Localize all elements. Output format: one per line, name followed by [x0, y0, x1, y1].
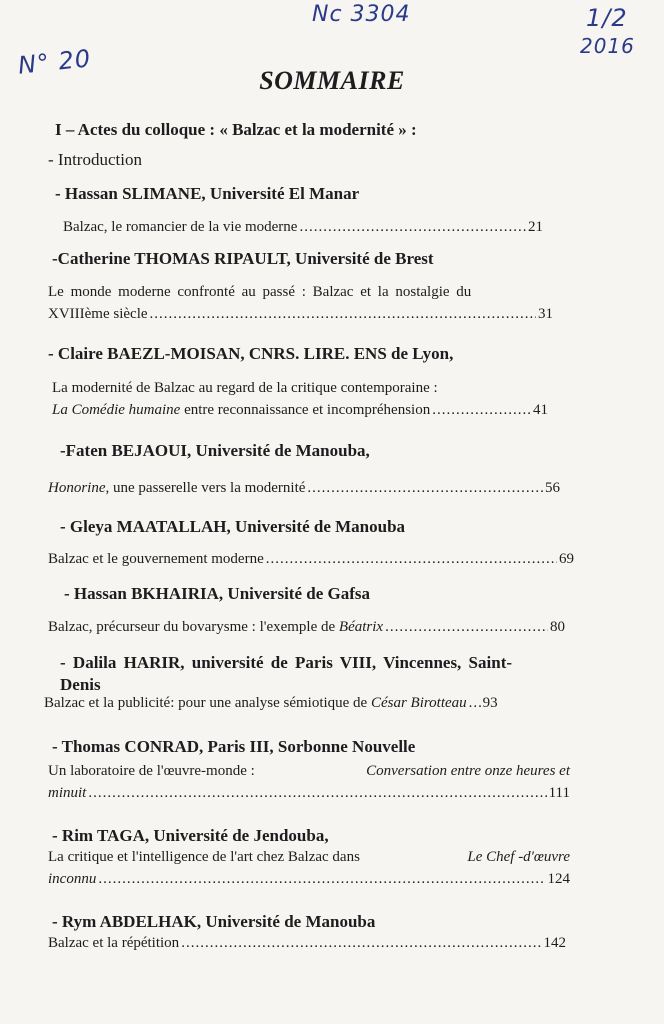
leader-dots — [432, 399, 531, 421]
toc-entry — [48, 846, 570, 890]
toc-entry-title: La critique et l'intelligence de l'art chez Balzac dans — [48, 849, 364, 865]
toc-author: - Hassan BKHAIRIA, Université de Gafsa — [64, 584, 371, 603]
toc-entry-work-title: Béatrix — [338, 619, 384, 635]
toc-author: - Thomas CONRAD, Paris III, Sorbonne Nouvelle — [52, 737, 416, 756]
toc-entry-title: Balzac et la publicité: pour une analyse sémiotique de — [44, 695, 371, 711]
toc-page-number: 93 — [482, 695, 498, 711]
toc-page-number: 31 — [538, 306, 553, 322]
toc-entry-title: Balzac, précurseur du bovarysme : l'exemple de — [48, 619, 339, 635]
toc-author: - Rym ABDELHAK, Université de Manouba — [52, 912, 376, 931]
handwritten-number: N° 20 — [16, 44, 93, 80]
toc-entry-work-title: Conversation entre onze heures et — [366, 763, 570, 779]
toc-page-number: 124 — [547, 871, 570, 887]
handwritten-reference: Nc 3304 — [312, 2, 411, 27]
toc-author: - Rim TAGA, Université de Jendouba, — [52, 826, 329, 845]
toc-entry-work-title: Le Chef -d'œuvre — [467, 849, 570, 865]
section-heading: I – Actes du colloque : « Balzac et la modernité » : — [55, 120, 417, 139]
toc-entry — [48, 616, 565, 638]
toc-entry — [44, 692, 566, 714]
toc-page-number: 56 — [545, 480, 560, 496]
leader-dots — [181, 932, 541, 954]
toc-entry-title: Balzac, le romancier de la vie moderne — [63, 219, 298, 235]
toc-entry-title: La modernité de Balzac au regard de la critique contemporaine : — [52, 380, 438, 396]
leader-dots — [469, 692, 481, 714]
toc-entry — [63, 216, 543, 238]
leader-dots — [98, 868, 545, 890]
toc-entry-title: Balzac et la répétition — [48, 935, 180, 951]
handwritten-year: 2016 — [580, 34, 635, 58]
toc-page-number: 111 — [548, 785, 570, 801]
toc-entry — [52, 377, 548, 421]
toc-author — [60, 652, 575, 696]
toc-page-number: 21 — [528, 219, 543, 235]
toc-page-number: 69 — [559, 551, 574, 567]
toc-page-number: 41 — [533, 402, 548, 418]
toc-entry-title: Balzac et le gouvernement moderne — [48, 551, 264, 567]
page-title: SOMMAIRE — [259, 66, 405, 95]
leader-dots — [150, 303, 536, 325]
leader-dots — [307, 477, 543, 499]
toc-author: -Faten BEJAOUI, Université de Manouba, — [60, 441, 370, 460]
toc-author: - Claire BAEZL-MOISAN, CNRS. LIRE. ENS de Lyon, — [48, 344, 454, 363]
toc-entry — [48, 932, 566, 954]
toc-entry — [48, 281, 553, 325]
toc-entry-work-title: La Comédie humaine — [52, 402, 181, 418]
toc-author-line: Denis — [60, 675, 101, 694]
toc-entry — [48, 760, 570, 804]
toc-author-line: - Dalila HARIR, université de Paris VIII, Vincennes, Saint- — [60, 653, 513, 672]
handwritten-volume: 1/2 — [586, 4, 628, 32]
toc-author: - Gleya MAATALLAH, Université de Manouba — [60, 517, 406, 536]
toc-entry-title: Le monde moderne confronté au passé : Balzac et la nostalgie du — [48, 284, 472, 300]
toc-entry-title-cont: entre reconnaissance et incompréhension — [180, 402, 431, 418]
leader-dots — [385, 616, 548, 638]
leader-dots — [266, 548, 557, 570]
toc-entry-work-title-cont: minuit — [48, 785, 87, 801]
toc-entry-title: Un laboratoire de l'œuvre-monde : — [48, 763, 259, 779]
introduction-item: - Introduction — [48, 150, 142, 169]
toc-author: -Catherine THOMAS RIPAULT, Université de Brest — [52, 249, 434, 268]
leader-dots — [299, 216, 526, 238]
toc-entry-work-title-cont: inconnu — [48, 871, 97, 887]
toc-entry-title-cont: XVIIIème siècle — [48, 306, 148, 322]
toc-entry — [48, 477, 560, 499]
toc-page-number: 142 — [543, 935, 566, 951]
toc-page-number: 80 — [550, 619, 565, 635]
toc-entry-title: , une passerelle vers la modernité — [105, 480, 306, 496]
toc-entry-work-title: César Birotteau — [370, 695, 467, 711]
leader-dots — [88, 782, 546, 804]
toc-entry-work-title: Honorine — [48, 480, 106, 496]
toc-entry — [48, 548, 574, 570]
toc-author: - Hassan SLIMANE, Université El Manar — [55, 184, 360, 203]
